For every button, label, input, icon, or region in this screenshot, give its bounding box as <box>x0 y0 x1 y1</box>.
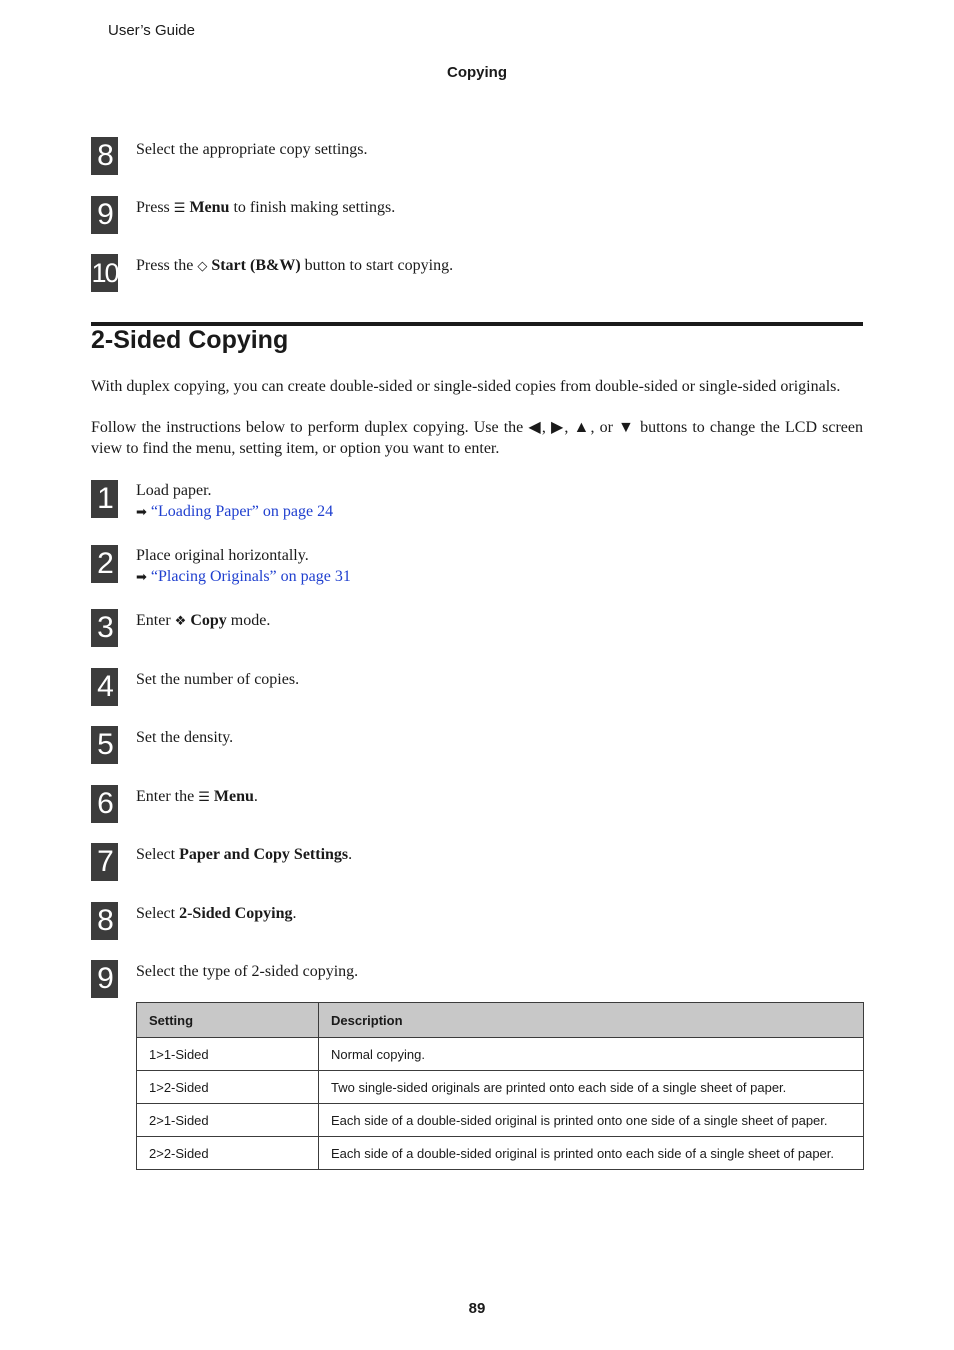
step-number-badge: 9 <box>91 196 118 234</box>
step-number-badge: 2 <box>91 545 118 583</box>
table-row <box>137 1071 864 1104</box>
description-cell: Each side of a double-sided original is printed onto each side of a single sheet of paper. <box>319 1137 864 1170</box>
step-text: Enter ❖ Copy mode. <box>136 612 271 629</box>
step-number-badge: 8 <box>91 902 118 940</box>
description-cell: Each side of a double-sided original is printed onto one side of a single sheet of paper. <box>319 1104 864 1137</box>
table-row <box>137 1038 864 1071</box>
step-text: Set the number of copies. <box>136 671 300 688</box>
step-number-badge: 6 <box>91 785 118 823</box>
step-text: Select the type of 2-sided copying. <box>136 963 359 980</box>
step-number-badge: 3 <box>91 609 118 647</box>
two-sided-settings-table <box>136 1002 864 1170</box>
link-placing-originals[interactable]: “Placing Originals” on page 31 <box>150 568 351 585</box>
table-row <box>137 1104 864 1137</box>
instructions-paragraph: Follow the instructions below to perform duplex copying. Use the ◀, ▶, ▲, or ▼ buttons to change the LCD screen view to find the menu, setting item, or option you want to enter. <box>91 419 863 457</box>
step-number-badge: 10 <box>91 254 118 292</box>
setting-cell: 1>2-Sided <box>137 1071 319 1104</box>
step-text: Press ☰ Menu to finish making settings. <box>136 199 396 216</box>
step-text: Load paper. ➡ “Loading Paper” on page 24 <box>136 482 334 520</box>
step-number-badge: 1 <box>91 480 118 518</box>
step-text: Select the appropriate copy settings. <box>136 141 368 158</box>
menu-icon: ☰ <box>198 790 210 805</box>
menu-icon: ☰ <box>173 201 186 216</box>
step-text: Enter the ☰ Menu. <box>136 788 258 805</box>
link-loading-paper[interactable]: “Loading Paper” on page 24 <box>150 503 334 520</box>
step-text: Set the density. <box>136 729 234 746</box>
running-header-guide: User’s Guide <box>108 22 195 39</box>
arrow-right-icon: ➡ <box>136 505 147 520</box>
step-number-badge: 7 <box>91 843 118 881</box>
step-number-badge: 5 <box>91 726 118 764</box>
setting-cell: 2>2-Sided <box>137 1137 319 1170</box>
step-text: Press the ◇ Start (B&W) button to start copying. <box>136 257 454 274</box>
column-header-setting: Setting <box>137 1003 319 1038</box>
setting-cell: 2>1-Sided <box>137 1104 319 1137</box>
table-row <box>137 1137 864 1170</box>
column-header-description: Description <box>319 1003 864 1038</box>
page-number: 89 <box>468 1300 486 1317</box>
step-number-badge: 4 <box>91 668 118 706</box>
step-text: Place original horizontally. ➡ “Placing Originals” on page 31 <box>136 547 351 585</box>
table-header-row <box>137 1003 864 1038</box>
step-number-badge: 8 <box>91 137 118 175</box>
setting-cell: 1>1-Sided <box>137 1038 319 1071</box>
running-header-section: Copying <box>447 64 507 81</box>
start-diamond-icon: ◇ <box>197 259 208 274</box>
description-cell: Normal copying. <box>319 1038 864 1071</box>
copy-icon: ❖ <box>174 614 187 629</box>
step-text: Select 2-Sided Copying. <box>136 905 297 922</box>
description-cell: Two single-sided originals are printed onto each side of a single sheet of paper. <box>319 1071 864 1104</box>
section-title: 2-Sided Copying <box>91 326 289 354</box>
intro-paragraph: With duplex copying, you can create double-sided or single-sided copies from double-sided or single-sided originals. <box>91 378 841 395</box>
step-number-badge: 9 <box>91 960 118 998</box>
step-text: Select Paper and Copy Settings. <box>136 846 353 863</box>
arrow-right-icon: ➡ <box>136 570 147 585</box>
